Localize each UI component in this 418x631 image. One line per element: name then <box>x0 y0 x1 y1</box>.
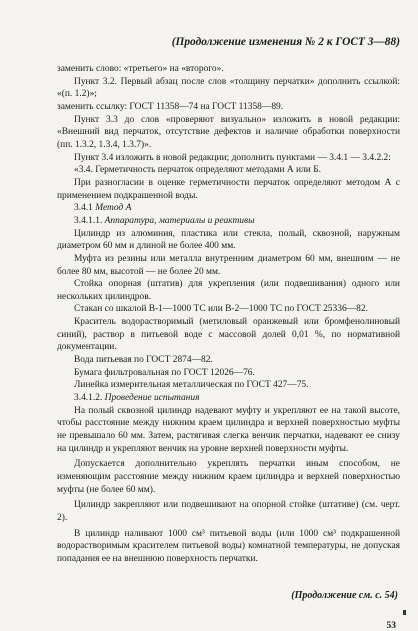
section-number: 3.4.1.1. <box>74 215 103 226</box>
paragraph: Стойка опорная (штатив) для укрепления (или подвешивания) одного или нескольких цилиндров. <box>57 279 400 302</box>
apparatus-heading: Аппаратура, материалы и реактивы <box>104 215 255 226</box>
section-number: 3.4.1 <box>74 203 93 214</box>
section-heading-3-4-1-2 <box>57 392 400 405</box>
section-heading-3-4-1 <box>57 202 400 215</box>
paragraph: Краситель водорастворимый (метиловый оранжевый или бромфенолиновый синий), раствор в питьевой воде с массовой долей 0,01 %, по нормативной документации. <box>57 317 400 353</box>
procedure-heading: Проведение испытания <box>104 393 200 404</box>
method-a-heading: Метод А <box>95 203 132 214</box>
document-body <box>57 63 400 566</box>
paragraph: Стакан со шкалой В-1—1000 ТС или В-2—1000 ТС по ГОСТ 25336—82. <box>74 304 368 315</box>
section-heading-3-4-1-1 <box>57 215 400 228</box>
paragraph: заменить слово: «третьего» на «второго». <box>57 64 224 74</box>
paragraph: «3.4. Герметичность перчаток определяют методами А или Б. <box>74 165 321 176</box>
paragraph: В цилиндр наливают 1000 см³ питьевой воды (или 1000 см³ подкрашенной водорастворимым красителем питьевой воды) комнатной температуры, не допуская попадания ее на внешнюю поверхность перчатки. <box>57 528 400 564</box>
page-number: 53 <box>386 621 396 631</box>
paragraph: Пункт 3.2. Первый абзац после слов «толщину перчатки» дополнить ссылкой: «(п. 1.2)»; <box>57 76 400 100</box>
section-number: 3.4.1.2. <box>74 393 103 404</box>
scan-mark <box>403 610 406 615</box>
paragraph: Пункт 3.3 до слов «проверяют визуально» изложить в новой редакции: «Внешний вид перчаток, отсутствие дефектов и наличие обработки поверхности (пп. 1.3.2, 1.3.4, 1.3.7)». <box>57 114 400 150</box>
paragraph: заменить ссылку: ГОСТ 11358—74 на ГОСТ 11358—89. <box>57 101 284 112</box>
paragraph: Цилиндр из алюминия, пластика или стекла, полый, сквозной, наружным диаметром 60 мм и длиной не более 400 мм. <box>57 228 400 252</box>
paragraph: Цилиндр закрепляют или подвешивают на опорной стойке (штативе) (см. черт. 2). <box>57 500 400 523</box>
continuation-note: (Продолжение см. с. 54) <box>291 590 398 601</box>
paragraph: Пункт 3.4 изложить в новой редакции; дополнить пунктами — 3.4.1 — 3.4.2.2: <box>74 152 391 163</box>
paragraph: На полый сквозной цилиндр надевают муфту и укрепляют ее на такой высоте, чтобы расстояние между нижним краем цилиндра и верхней поверхностью муфты не превышало 60 мм. Затем, растягивая слегка венчик перчатки, надевают ее снизу на цилиндр и укрепляют венчик на уровне верхней поверхности муфты. <box>57 405 400 454</box>
paragraph: Допускается дополнительно укреплять перчатки иным способом, не изменяющим расстояние между нижним краем цилиндра и верхней поверхностью муфты (не более 60 мм). <box>57 459 400 495</box>
page-header: (Продолжение изменения № 2 к ГОСТ 3—88) <box>171 36 400 48</box>
paragraph: Бумага фильтровальная по ГОСТ 12026—76. <box>74 367 255 378</box>
paragraph: При разногласии в оценке герметичности перчаток определяют методом А с применением подкрашенной воды. <box>57 177 400 201</box>
paragraph: Вода питьевая по ГОСТ 2874—82. <box>74 355 213 366</box>
paragraph: Линейка измерительная металлическая по ГОСТ 427—75. <box>74 380 309 391</box>
paragraph: Муфта из резины или металла внутренним диаметром 60 мм, внешним — не более 80 мм, высотой — не более 20 мм. <box>57 253 400 277</box>
